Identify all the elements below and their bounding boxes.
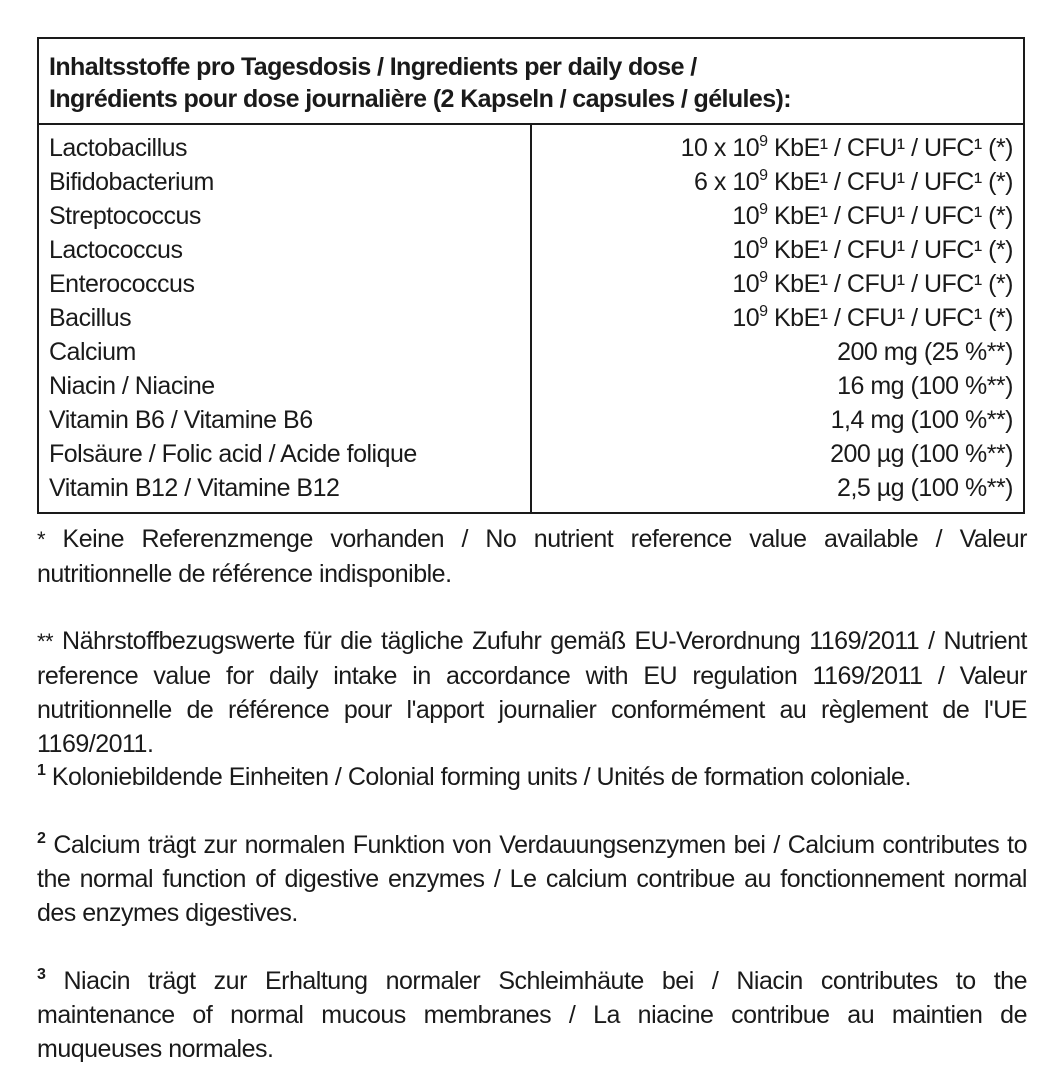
- amount-exponent: 9: [759, 303, 768, 320]
- ingredient-name: Vitamin B12 / Vitamine B12: [49, 474, 340, 502]
- footnote-2: [37, 828, 1027, 930]
- ingredient-amount: [837, 369, 1013, 403]
- amount-value: 1,4 mg (100 %**): [830, 406, 1013, 434]
- table-row: [39, 403, 1023, 437]
- ingredient-name: Vitamin B6 / Vitamine B6: [49, 406, 313, 434]
- ingredient-amount: [732, 199, 1013, 233]
- footnote-mark: 1: [37, 762, 46, 779]
- footnote-text: Koloniebildende Einheiten / Colonial forming units / Unités de formation coloniale.: [51, 763, 911, 791]
- table-body: [39, 125, 1023, 512]
- table-row: [39, 301, 1023, 335]
- ingredient-name: Streptococcus: [49, 202, 201, 230]
- footnote-mark: **: [37, 629, 54, 654]
- footnote-no-reference: [37, 522, 1027, 591]
- footnote-mark: *: [37, 527, 46, 552]
- table-row: [39, 199, 1023, 233]
- ingredient-name: Lactobacillus: [49, 134, 188, 162]
- amount-unit: KbE¹ / CFU¹ / UFC¹ (*): [767, 236, 1013, 264]
- table-row: [39, 437, 1023, 471]
- footnote-3: [37, 964, 1027, 1066]
- amount-value: 16 mg (100 %**): [837, 372, 1013, 400]
- ingredient-amount: [830, 437, 1013, 471]
- amount-exponent: 9: [759, 235, 768, 252]
- footnote-1: [37, 760, 1027, 794]
- table-row: [39, 165, 1023, 199]
- table-row: [39, 131, 1023, 165]
- ingredient-amount: [694, 165, 1013, 199]
- ingredient-amount: [837, 471, 1013, 505]
- amount-exponent: 9: [759, 201, 768, 218]
- footnote-mark: 3: [37, 966, 46, 983]
- ingredient-name: Bifidobacterium: [49, 168, 214, 196]
- amount-value: 200 mg (25 %**): [837, 338, 1013, 366]
- table-header: [39, 39, 1023, 125]
- amount-exponent: 9: [759, 269, 768, 286]
- amount-value: 200 µg (100 %**): [830, 440, 1013, 468]
- amount-exponent: 9: [759, 133, 768, 150]
- header-line-2: Ingrédients pour dose journalière (2 Kapseln / capsules / gélules):: [49, 85, 791, 113]
- amount-value: 10: [732, 202, 760, 230]
- ingredient-name: Niacin / Niacine: [49, 372, 215, 400]
- amount-unit: KbE¹ / CFU¹ / UFC¹ (*): [767, 168, 1013, 196]
- footnote-nutrient-reference: [37, 624, 1027, 761]
- footnote-text: Calcium trägt zur normalen Funktion von Verdauungsenzymen bei / Calcium contributes to the normal function of digestive enzymes / Le calcium contribue au fonctionnement normal des enzymes digestives.: [37, 831, 1027, 927]
- amount-value: 2,5 µg (100 %**): [837, 474, 1013, 502]
- ingredient-amount: [837, 335, 1013, 369]
- footnote-mark: 2: [37, 830, 46, 847]
- ingredients-table: [37, 37, 1025, 514]
- header-line-1: Inhaltsstoffe pro Tagesdosis / Ingredients per daily dose /: [49, 53, 697, 81]
- amount-unit: KbE¹ / CFU¹ / UFC¹ (*): [767, 202, 1013, 230]
- footnote-text: Nährstoffbezugswerte für die tägliche Zufuhr gemäß EU-Verordnung 1169/2011 / Nutrient reference value for daily intake in accordance with EU regulation 1169/2011 / Valeur nutritionnelle de référence pour l'apport journalier conformément au règlement de l'UE 1169/2011.: [37, 627, 1028, 758]
- amount-value: 10: [732, 304, 760, 332]
- ingredient-amount: [732, 301, 1013, 335]
- ingredient-name: Bacillus: [49, 304, 132, 332]
- amount-value: 10: [732, 270, 760, 298]
- table-row: [39, 267, 1023, 301]
- footnote-text: Keine Referenzmenge vorhanden / No nutrient reference value available / Valeur nutritionnelle de référence indisponible.: [37, 525, 1027, 588]
- amount-value: 10: [732, 236, 760, 264]
- ingredient-name: Calcium: [49, 338, 136, 366]
- ingredient-amount: [732, 233, 1013, 267]
- amount-value: 6 x 10: [694, 168, 760, 196]
- ingredient-name: Lactococcus: [49, 236, 183, 264]
- footnote-text: Niacin trägt zur Erhaltung normaler Schleimhäute bei / Niacin contributes to the maintenance of normal mucous membranes / La niacine contribue au maintien de muqueuses normales.: [37, 967, 1027, 1063]
- ingredient-name: Folsäure / Folic acid / Acide folique: [49, 440, 417, 468]
- amount-value: 10 x 10: [680, 134, 760, 162]
- table-row: [39, 233, 1023, 267]
- table-row: [39, 471, 1023, 505]
- amount-unit: KbE¹ / CFU¹ / UFC¹ (*): [767, 134, 1013, 162]
- table-row: [39, 335, 1023, 369]
- table-row: [39, 369, 1023, 403]
- ingredient-amount: [681, 131, 1013, 165]
- amount-unit: KbE¹ / CFU¹ / UFC¹ (*): [767, 270, 1013, 298]
- ingredient-amount: [831, 403, 1013, 437]
- amount-unit: KbE¹ / CFU¹ / UFC¹ (*): [767, 304, 1013, 332]
- ingredient-name: Enterococcus: [49, 270, 195, 298]
- amount-exponent: 9: [759, 167, 768, 184]
- ingredient-amount: [732, 267, 1013, 301]
